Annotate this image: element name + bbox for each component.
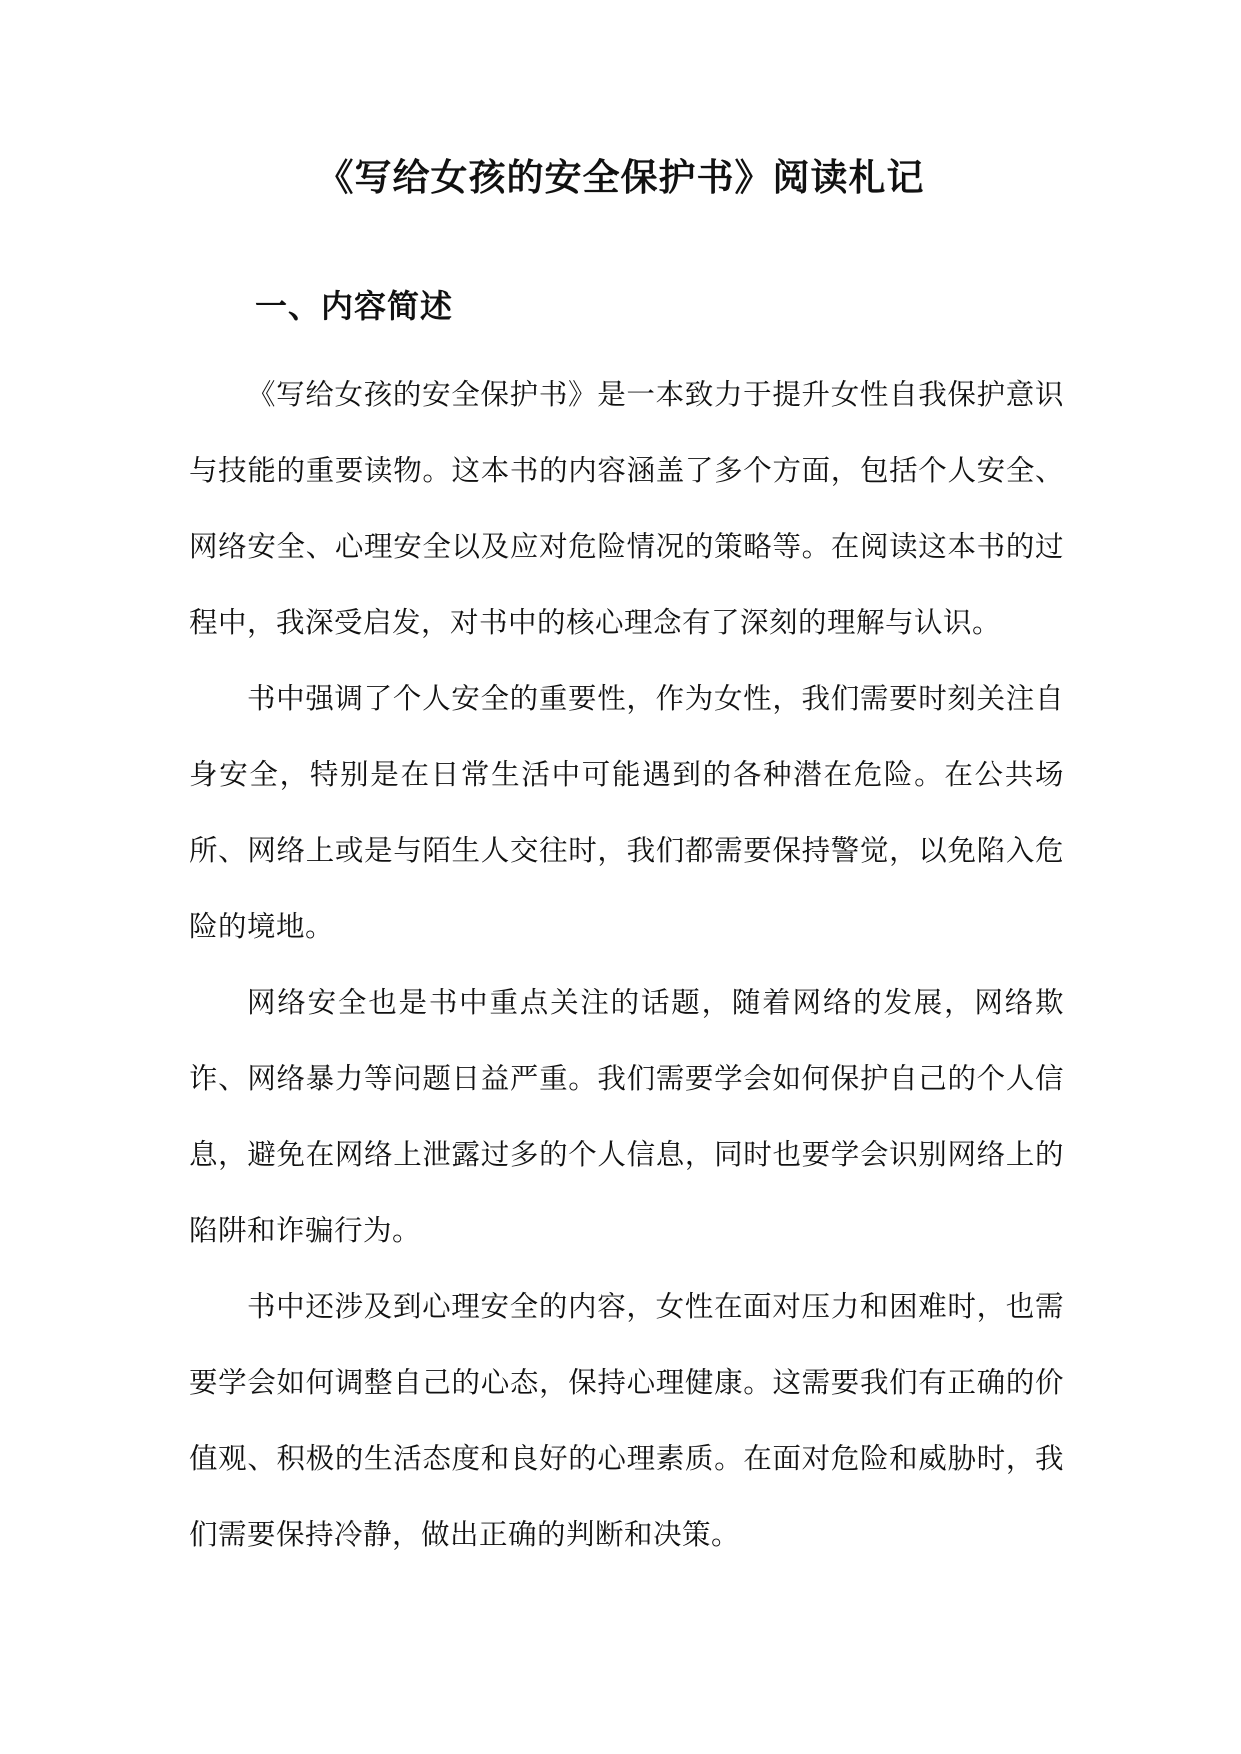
page-title: 《写给女孩的安全保护书》阅读札记 bbox=[316, 156, 925, 199]
section-heading: 一、内容简述 bbox=[255, 287, 454, 325]
paragraph: 《写给女孩的安全保护书》是一本致力于提升女性自我保护意识与技能的重要读物。这本书的内容涵盖了多个方面，包括个人安全、网络安全、心理安全以及应对危险情况的策略等。在阅读这本书的过程中，我深受启发，对书中的核心理念有了深刻的理解与认识。 bbox=[189, 378, 1064, 639]
paragraph: 书中强调了个人安全的重要性，作为女性，我们需要时刻关注自身安全，特别是在日常生活中可能遇到的各种潜在危险。在公共场所、网络上或是与陌生人交往时，我们都需要保持警觉，以免陷入危险的境地。 bbox=[189, 682, 1064, 943]
paragraph: 书中还涉及到心理安全的内容，女性在面对压力和困难时，也需要学会如何调整自己的心态，保持心理健康。这需要我们有正确的价值观、积极的生活态度和良好的心理素质。在面对危险和威胁时，我们需要保持冷静，做出正确的判断和决策。 bbox=[189, 1290, 1064, 1551]
paragraph: 网络安全也是书中重点关注的话题，随着网络的发展，网络欺诈、网络暴力等问题日益严重。我们需要学会如何保护自己的个人信息，避免在网络上泄露过多的个人信息，同时也要学会识别网络上的陷阱和诈骗行为。 bbox=[189, 986, 1064, 1247]
body-text bbox=[189, 357, 1064, 1573]
